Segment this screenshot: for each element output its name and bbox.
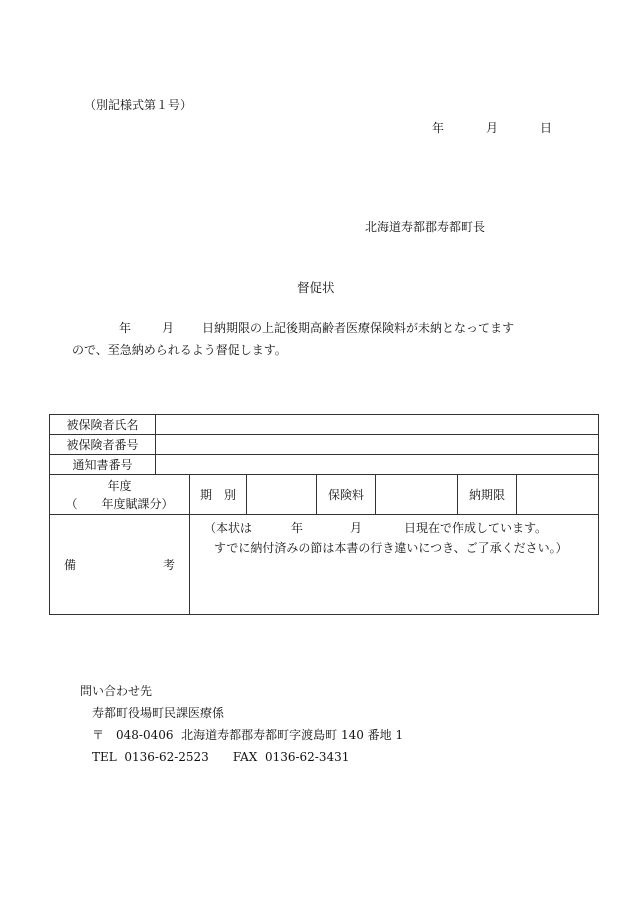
fiscal-year-cell [50,475,190,515]
document-title: 督促状 [297,280,335,295]
sender-name: 北海道寿都郡寿都町長 [365,220,486,234]
notice-number-value [156,455,599,475]
contact-office: 寿都町役場町民課医療係 [92,706,225,720]
notice-number-label: 通知書番号 [50,455,156,475]
premium-label: 保険料 [317,475,376,515]
body-text: 日納期限の上記後期高齢者医療保険料が未納となってます [202,321,515,335]
remarks-text-cell [190,515,599,615]
insured-number-label: 被保険者番号 [50,435,156,455]
notice-table [49,414,599,615]
fiscal-year-sub-label: （ 年度賦課分） [65,496,174,511]
premium-value [376,475,458,515]
body-month: 月 [162,321,175,335]
fiscal-year-label: 年度 [107,478,132,493]
due-date-label: 納期限 [458,475,517,515]
insured-name-value [156,415,599,435]
remarks-label-1: 備 [64,558,77,572]
contact-heading: 問い合わせ先 [80,684,153,698]
date-month-label: 月 [486,121,499,135]
due-date-value [517,475,599,515]
period-label: 期 別 [190,475,247,515]
insured-name-label: 被保険者氏名 [50,415,156,435]
remarks-label-2: 考 [162,558,175,572]
period-value [247,475,317,515]
form-label: （別記様式第１号） [84,98,193,112]
body-line-2: ので、至急納められるよう督促します。 [72,343,287,357]
insured-number-value [156,435,599,455]
date-year-label: 年 [432,121,445,135]
contact-block [80,680,403,768]
contact-phone-fax: TEL 0136-62-2523 FAX 0136-62-3431 [92,750,350,764]
remarks-label-cell [50,515,190,615]
remarks-line-2: すでに納付済みの節は本書の行き違いにつき、ご了承ください。） [214,541,568,555]
contact-address: 〒 048-0406 北海道寿都郡寿都町字渡島町 140 番地 1 [92,728,404,742]
remarks-line-1: （本状は 年 月 日現在で作成しています。 [204,521,548,535]
date-day-label: 日 [540,121,553,135]
body-year: 年 [119,321,132,335]
